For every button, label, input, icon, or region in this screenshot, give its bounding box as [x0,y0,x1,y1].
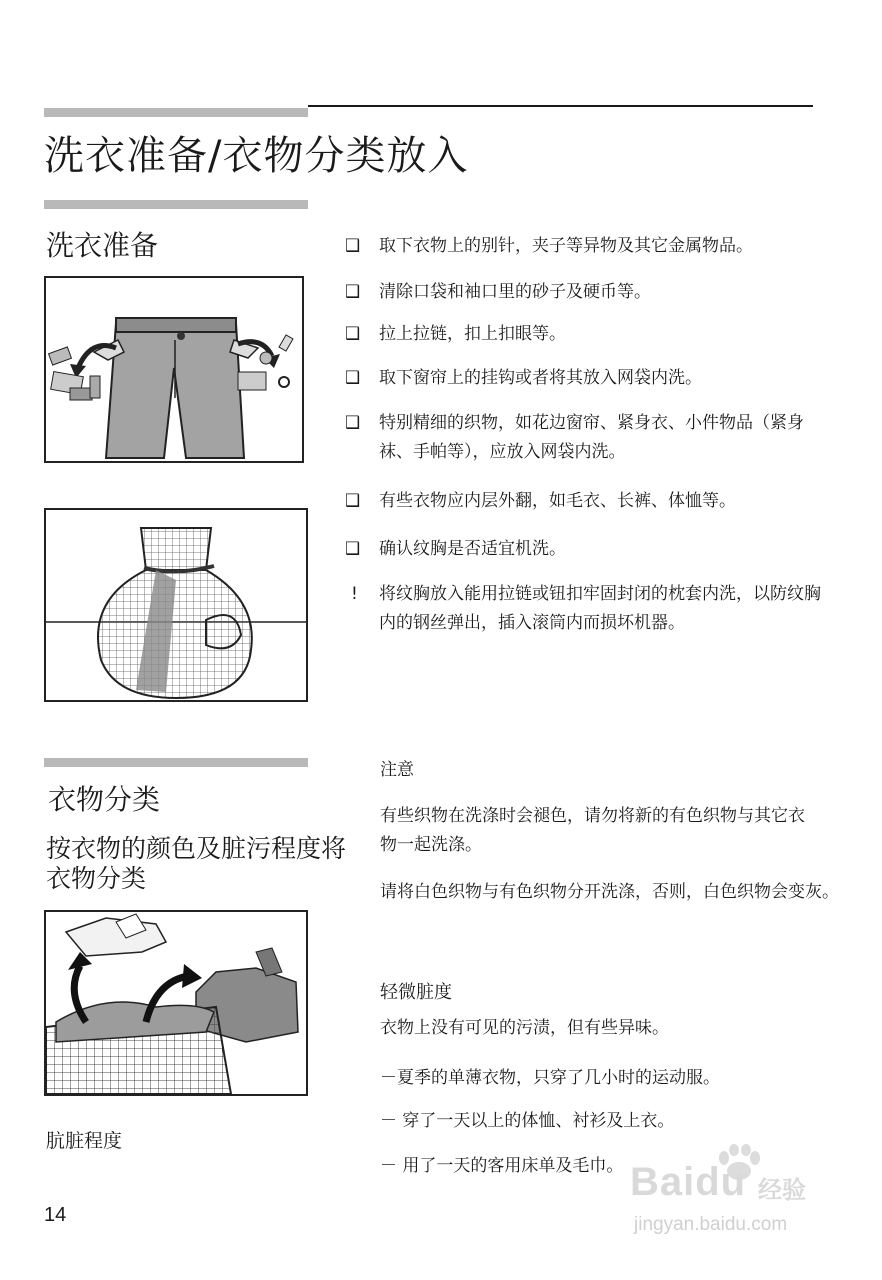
title-black-rule [308,105,813,107]
list-item-text: 清除口袋和袖口里的砂子及硬币等。 [379,282,651,302]
title-gray-rule [44,108,308,117]
figure-caption: 肮脏程度 [46,1130,123,1152]
page-title: 洗衣准备/衣物分类放入 [44,133,469,179]
laundry-sorting-illustration [44,910,308,1096]
light-dirt-intro: 衣物上没有可见的污渍，但有些异味。 [380,1018,669,1038]
exclamation-icon: ! [351,584,358,604]
note-label: 注意 [380,760,414,780]
list-item [345,487,845,516]
checkbox-bullet-icon: ❑ [345,282,361,302]
laundry-sorting-drawing [46,912,306,1094]
pants-pockets-illustration [44,276,304,463]
watermark-url: jingyan.baidu.com [634,1214,788,1235]
section2-gray-rule [44,758,308,767]
checkbox-bullet-icon: ❑ [345,413,361,433]
list-item-text: 取下窗帘上的挂钩或者将其放入网袋内洗。 [379,368,702,388]
page-number: 14 [44,1204,67,1226]
list-item [345,535,845,564]
list-item [345,232,845,261]
list-item-text: 有些衣物应内层外翻，如毛衣、长裤、体恤等。 [379,491,736,511]
list-item [345,278,845,307]
watermark-cn: 经验 [758,1176,806,1204]
dirt-example: － 穿了一天以上的体恤、衬衫及上衣。 [380,1111,675,1131]
mesh-bag-illustration [44,508,308,702]
checkbox-bullet-icon: ❑ [345,539,361,559]
dirt-example: －夏季的单薄衣物，只穿了几小时的运动服。 [380,1068,720,1088]
section1-heading: 洗衣准备 [46,229,159,262]
list-item [345,409,835,467]
list-item-text: 将纹胸放入能用拉链或钮扣牢固封闭的枕套内洗，以防纹胸内的钢丝弹出，插入滚筒内而损坏机器。 [379,584,821,633]
list-item-text: 取下衣物上的别针，夹子等异物及其它金属物品。 [379,236,753,256]
list-item-text: 特别精细的织物，如花边窗帘、紧身衣、小件物品（紧身袜、手帕等），应放入网袋内洗。 [379,413,804,462]
checkbox-bullet-icon: ❑ [345,324,361,344]
light-dirt-heading: 轻微脏度 [380,982,452,1003]
list-item-text: 确认纹胸是否适宜机洗。 [379,539,566,559]
checkbox-bullet-icon: ❑ [345,368,361,388]
note-paragraph: 请将白色织物与有色织物分开洗涤，否则，白色织物会变灰。 [380,882,839,902]
mesh-bag-drawing [46,510,306,700]
list-item-text: 拉上拉链，扣上扣眼等。 [379,324,566,344]
section2-subheading: 按衣物的颜色及脏污程度将衣物分类 [46,834,347,893]
watermark-brand: Baidu [630,1160,747,1204]
section2-heading: 衣物分类 [48,783,161,816]
checkbox-bullet-icon: ❑ [345,236,361,256]
section1-gray-rule [44,200,308,209]
list-item [345,580,835,638]
list-item [345,364,845,393]
checkbox-bullet-icon: ❑ [345,491,361,511]
note-paragraph: 有些织物在洗涤时会褪色，请勿将新的有色织物与其它衣物一起洗涤。 [380,806,805,855]
list-item [345,320,845,349]
pants-pockets-drawing [46,278,302,461]
dirt-example: － 用了一天的客用床单及毛巾。 [380,1156,624,1176]
baidu-watermark [630,1150,830,1245]
